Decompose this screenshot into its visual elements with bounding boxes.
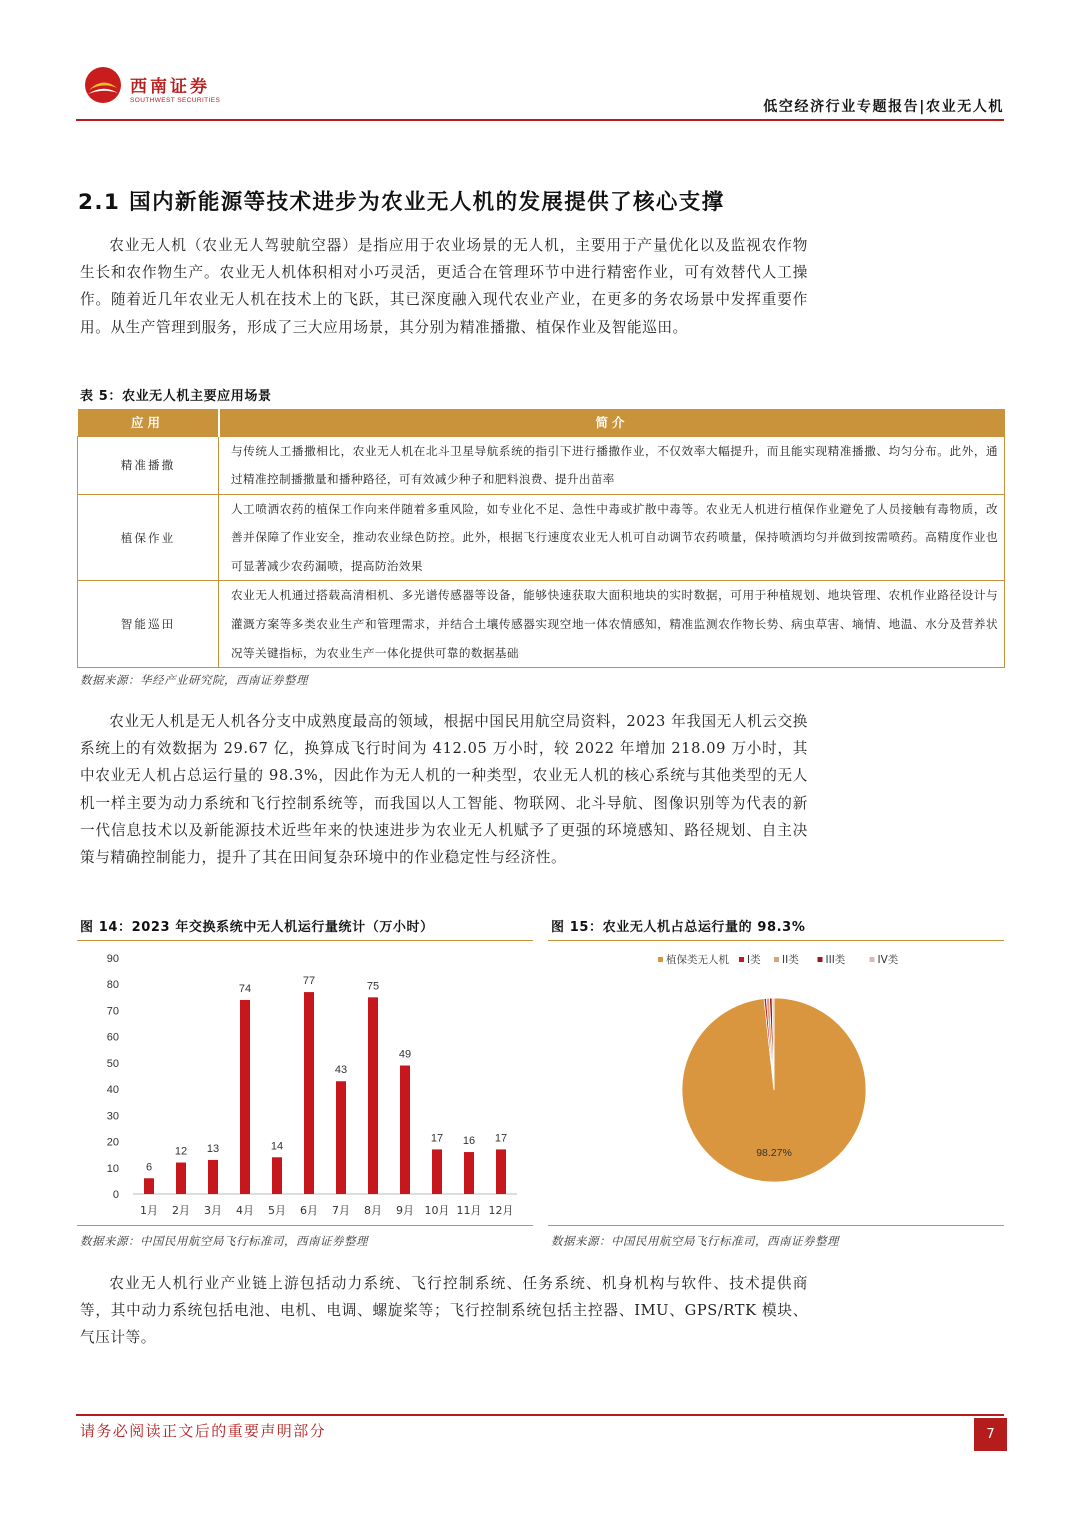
bar-data-label: 12 — [174, 1145, 188, 1158]
table-source: 数据来源：华经产业研究院，西南证券整理 — [80, 673, 308, 687]
table-cell-app: 精准播撒 — [78, 436, 219, 494]
bar — [464, 1152, 474, 1194]
x-tick-label: 6月 — [300, 1204, 318, 1217]
pie-chart-share — [548, 942, 1004, 1224]
bar-chart-operations — [77, 942, 533, 1224]
brand-logo-icon — [84, 66, 122, 104]
bar — [400, 1066, 410, 1194]
figure-15-source: 数据来源：中国民用航空局飞行标准司，西南证券整理 — [551, 1234, 839, 1248]
bar — [432, 1149, 442, 1194]
table-cell-app: 植保作业 — [78, 494, 219, 581]
table-header-desc: 简介 — [219, 409, 1005, 436]
bar-data-label: 43 — [334, 1064, 348, 1077]
table-cell-app: 智能巡田 — [78, 581, 219, 668]
page-number: 7 — [974, 1418, 1007, 1451]
report-title: 低空经济行业专题报告|农业无人机 — [763, 99, 1004, 115]
bar-data-label: 17 — [494, 1132, 508, 1145]
table-header-row — [78, 409, 1005, 436]
figure-15-bottom-rule — [548, 1225, 1004, 1226]
bar — [144, 1178, 154, 1194]
legend-label: I类 — [747, 954, 761, 966]
bar-data-label: 14 — [270, 1140, 284, 1153]
pie-slice-label: 98.27% — [756, 1147, 792, 1159]
bar — [272, 1157, 282, 1194]
y-tick-label: 50 — [106, 1057, 119, 1070]
figure-14-top-rule — [77, 940, 533, 941]
figure-14-caption: 图 14：2023 年交换系统中无人机运行量统计（万小时） — [80, 920, 434, 935]
legend-label: III类 — [825, 954, 846, 966]
x-tick-label: 12月 — [488, 1204, 514, 1217]
legend-swatch — [774, 957, 779, 962]
y-tick-label: 40 — [106, 1084, 119, 1097]
bar-data-label: 74 — [238, 982, 252, 995]
x-tick-label: 3月 — [204, 1204, 222, 1217]
bar-data-label: 75 — [366, 980, 380, 993]
bar — [496, 1149, 506, 1194]
footer-divider — [76, 1414, 1004, 1416]
table-cell-desc: 农业无人机通过搭载高清相机、多光谱传感器等设备，能够快速获取大面积地块的实时数据，可用于种植规划、地块管理、农机作业路径设计与灌溉方案等多类农业生产和管理需求，并结合土壤传感器实现空地一体农情感知，精准监测农作物长势、病虫草害、墒情、地温、水分及营养状况等关键指标，为农业生产一体化提供可靠的数据基础 — [219, 581, 1005, 668]
y-tick-label: 0 — [112, 1189, 119, 1201]
legend-swatch — [870, 957, 875, 962]
bar — [304, 992, 314, 1194]
application-table — [77, 409, 1005, 668]
bar-data-label: 49 — [398, 1048, 412, 1061]
bar-data-label: 6 — [145, 1161, 153, 1174]
x-tick-label: 7月 — [332, 1204, 350, 1217]
brand-name-en: SOUTHWEST SECURITIES — [130, 97, 221, 104]
bar — [368, 997, 378, 1194]
legend-swatch — [818, 957, 823, 962]
x-tick-label: 8月 — [364, 1204, 382, 1217]
bar-data-label: 17 — [430, 1132, 444, 1145]
x-tick-label: 9月 — [396, 1204, 414, 1217]
figure-14-source: 数据来源：中国民用航空局飞行标准司，西南证券整理 — [80, 1234, 368, 1248]
figure-14-bottom-rule — [77, 1225, 533, 1226]
bar — [208, 1160, 218, 1194]
legend-swatch — [658, 957, 663, 962]
bar — [336, 1081, 346, 1194]
legend-label: II类 — [782, 954, 799, 966]
legend-label: 植保类无人机 — [666, 954, 729, 966]
table-row — [78, 436, 1005, 494]
table-header-app: 应用 — [78, 409, 219, 436]
x-tick-label: 5月 — [268, 1204, 286, 1217]
x-tick-label: 4月 — [236, 1204, 254, 1217]
table-caption: 表 5：农业无人机主要应用场景 — [80, 389, 272, 404]
bar — [240, 1000, 250, 1194]
paragraph-intro: 农业无人机（农业无人驾驶航空器）是指应用于农业场景的无人机，主要用于产量优化以及监视农作物生长和农作物生产。农业无人机体积相对小巧灵活，更适合在管理环节中进行精密作业，可有效替代人工操作。随着近几年农业无人机在技术上的飞跃，其已深度融入现代农业产业，在更多的务农场景中发挥重要作用。从生产管理到服务，形成了三大应用场景，其分别为精准播撒、植保作业及智能巡田。 — [80, 237, 808, 336]
x-tick-label: 10月 — [424, 1204, 450, 1217]
y-tick-label: 30 — [106, 1110, 119, 1123]
paragraph-supply-chain: 农业无人机行业产业链上游包括动力系统、飞行控制系统、任务系统、机身机构与软件、技术提供商等，其中动力系统包括电池、电机、电调、螺旋桨等；飞行控制系统包括主控器、IMU、GPS/RTK 模块、气压计等。 — [80, 1275, 808, 1347]
bar-data-label: 77 — [302, 975, 316, 988]
table-row — [78, 494, 1005, 581]
table-row — [78, 581, 1005, 668]
y-tick-label: 70 — [106, 1005, 119, 1018]
figure-15-top-rule — [548, 940, 1004, 941]
section-title: 2.1 国内新能源等技术进步为农业无人机的发展提供了核心支撑 — [78, 190, 725, 215]
header-divider — [76, 119, 1004, 121]
y-tick-label: 90 — [106, 953, 119, 965]
legend-swatch — [739, 957, 744, 962]
x-tick-label: 11月 — [456, 1204, 482, 1217]
bar-data-label: 13 — [206, 1142, 220, 1155]
y-tick-label: 60 — [106, 1031, 119, 1044]
y-tick-label: 80 — [106, 979, 119, 992]
figure-15-caption: 图 15：农业无人机占总运行量的 98.3% — [551, 920, 806, 935]
bar — [176, 1163, 186, 1194]
x-tick-label: 1月 — [140, 1204, 158, 1217]
bar-data-label: 16 — [462, 1135, 476, 1148]
paragraph-operations: 农业无人机是无人机各分支中成熟度最高的领域，根据中国民用航空局资料，2023 年我国无人机云交换系统上的有效数据为 29.67 亿，换算成飞行时间为 412.05 万小时，较 2022 年增加 218.09 万小时，其中农业无人机占总运行量的 98.3%，因此作为无人机的一种类型，农业无人机的核心系统与其他类型的无人机一样主要为动力系统和飞行控制系统等，而我国以人工智能、物联网、北斗导航、图像识别等为代表的新一代信息技术以及新能源技术近些年来的快速进步为农业无人机赋予了更强的环境感知、路径规划、自主决策与精确控制能力，提升了其在田间复杂环境中的作业稳定性与经济性。 — [80, 713, 808, 867]
y-tick-label: 10 — [106, 1162, 119, 1175]
table-cell-desc: 人工喷洒农药的植保工作向来伴随着多重风险，如专业化不足、急性中毒或扩散中毒等。农业无人机进行植保作业避免了人员接触有毒物质，改善并保障了作业安全，推动农业绿色防控。此外，根据飞行速度农业无人机可自动调节农药喷量，保持喷洒均匀并做到按需喷药。高精度作业也可显著减少农药漏喷，提高防治效果 — [219, 494, 1005, 581]
y-tick-label: 20 — [106, 1136, 119, 1149]
table-cell-desc: 与传统人工播撒相比，农业无人机在北斗卫星导航系统的指引下进行播撒作业，不仅效率大幅提升，而且能实现精准播撒、均匀分布。此外，通过精准控制播撒量和播种路径，可有效减少种子和肥料浪费、提升出苗率 — [219, 436, 1005, 494]
x-tick-label: 2月 — [172, 1204, 190, 1217]
legend-label: IV类 — [877, 954, 899, 966]
footer-notice: 请务必阅读正文后的重要声明部分 — [80, 1422, 327, 1440]
brand-name: 西南证券 — [130, 77, 210, 97]
